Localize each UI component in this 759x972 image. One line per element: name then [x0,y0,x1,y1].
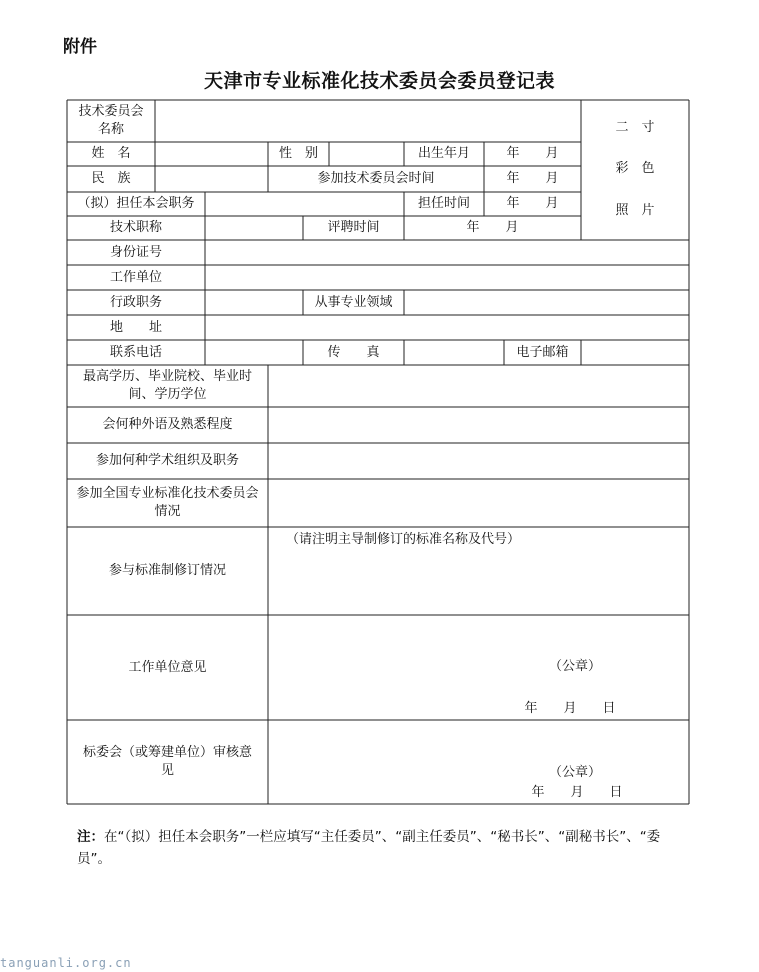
appoint-time-label: 担任时间 [417,196,470,211]
education-label: 最高学历、毕业院校、毕业时间、学历学位 [82,369,252,402]
ethnicity-label: 民 族 [91,171,131,186]
employer-seal: （公章） [548,659,601,674]
id-number-label: 身份证号 [109,244,162,260]
name-label: 姓 名 [91,146,131,161]
form-title: 天津市专业标准化技术委员会委员登记表 [203,70,555,92]
national-committee-label: 参加全国专业标准化技术委员会情况 [76,486,259,519]
languages-label: 会何种外语及熟悉程度 [102,417,233,432]
fax-label: 传 真 [327,344,380,360]
note-label: 注： [77,829,104,845]
committee-seal: （公章） [548,765,601,780]
phone-label: 联系电话 [109,344,162,360]
email-label: 电子邮箱 [516,344,569,360]
birth-label: 出生年月 [417,146,470,161]
note-text: 在“（拟）担任本会职务”一栏应填写“主任委员”、“副主任委员”、“秘书长”、“副秘书长”、“委员”。 [77,829,661,867]
employer-date: 年 月 日 [524,701,616,716]
join-year-month: 年 月 [506,171,559,186]
field-label: 从事专业领域 [314,294,393,310]
employer-opinion-label: 工作单位意见 [128,659,207,675]
committee-review-label: 标委会（或筹建单位）审核意见 [83,745,253,778]
committee-name-label: 技术委员会名称 [78,104,144,137]
watermark: tanguanli.org.cn [0,956,132,970]
join-time-label: 参加技术委员会时间 [317,171,435,186]
hire-year-month: 年 月 [466,220,519,235]
title-label: 技术职称 [109,220,162,235]
photo-line-2: 彩 色 [615,161,655,176]
committee-date: 年 月 日 [531,785,623,800]
gender-label: 性 别 [278,146,318,161]
standards-hint: （请注明主导制修订的标准名称及代号） [285,532,520,547]
photo-line-1: 二 寸 [615,120,655,135]
employer-label: 工作单位 [109,269,162,285]
photo-line-3: 照 片 [615,203,655,218]
birth-year-month: 年 月 [506,146,559,161]
standards-participation-label: 参与标准制修订情况 [108,563,226,578]
hire-time-label: 评聘时间 [327,220,380,235]
position-label: （拟）担任本会职务 [77,196,195,211]
attachment-label: 附件 [63,37,97,57]
appoint-year-month: 年 月 [506,196,559,211]
admin-post-label: 行政职务 [109,294,162,310]
form-note [77,826,667,870]
academic-label: 参加何种学术组织及职务 [95,453,239,468]
address-label: 地 址 [109,319,162,335]
